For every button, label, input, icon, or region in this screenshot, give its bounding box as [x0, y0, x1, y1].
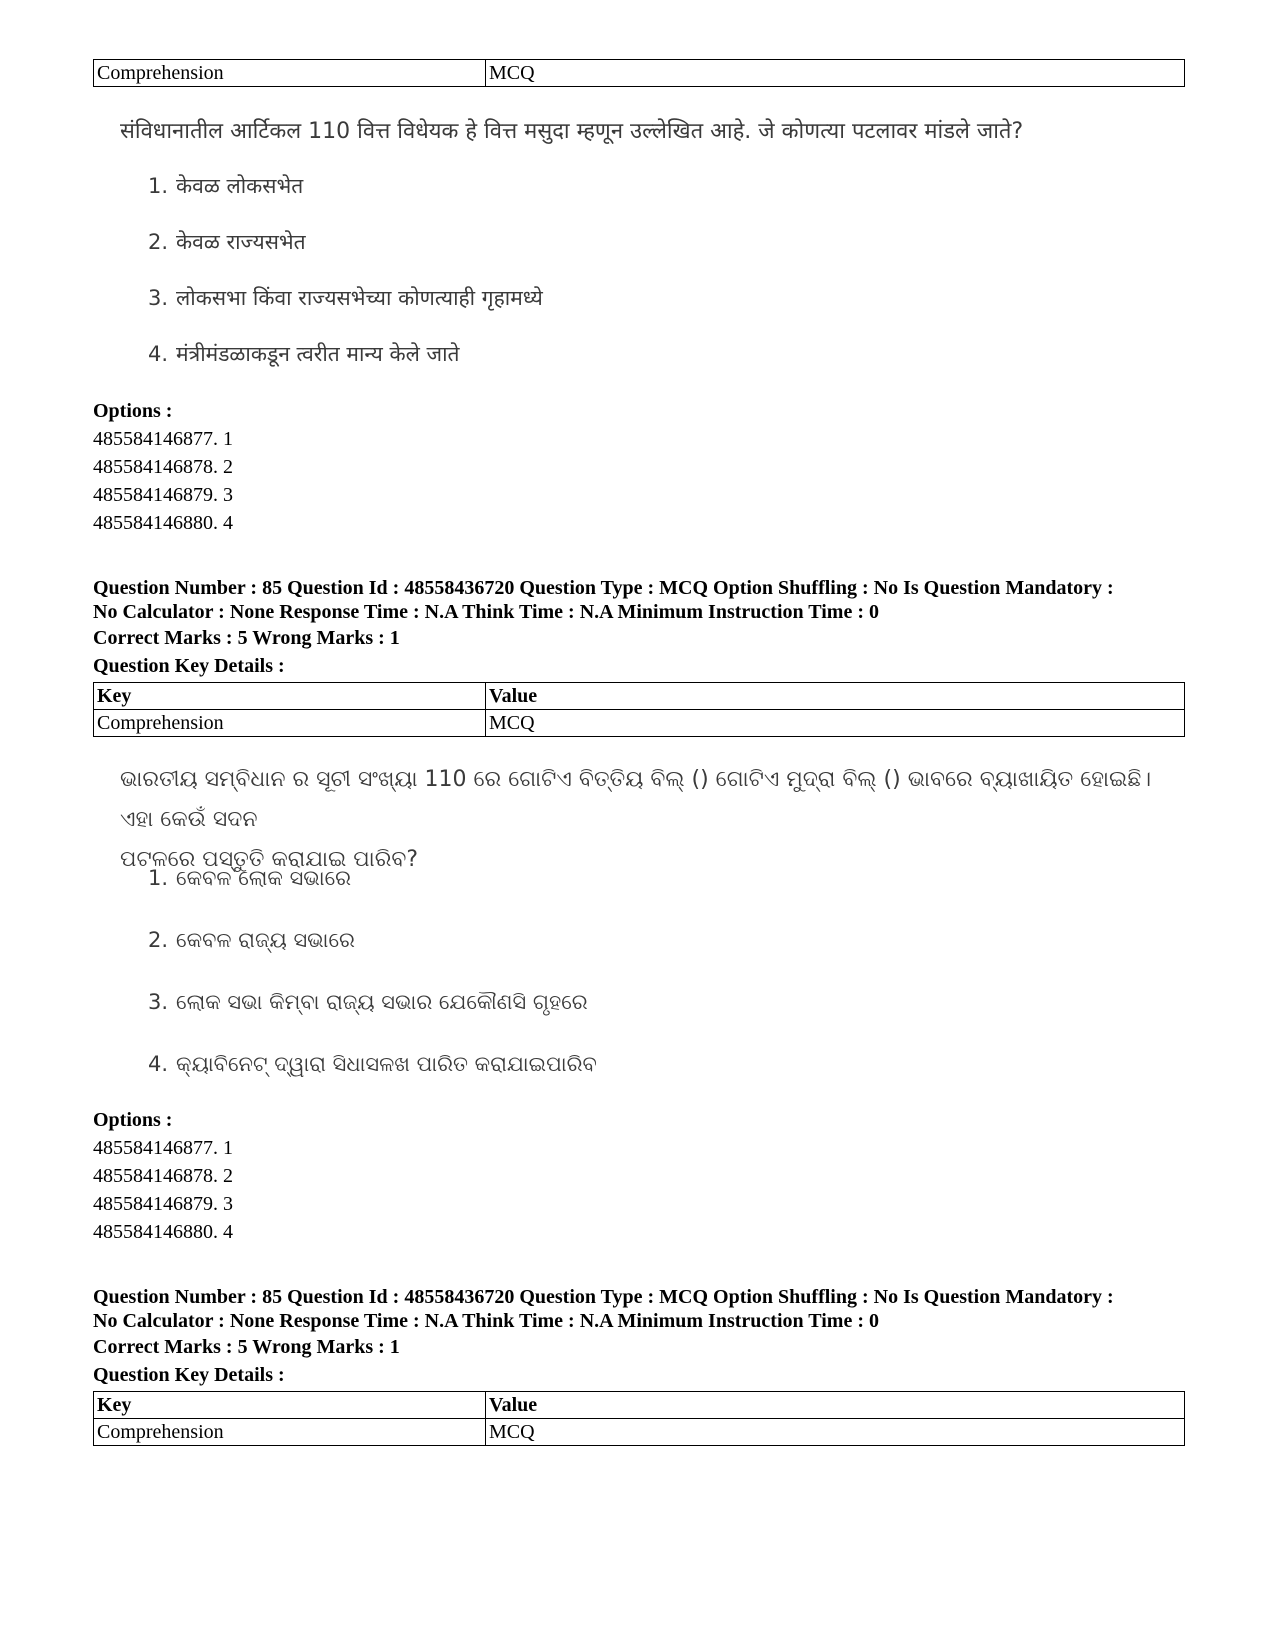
table-row	[94, 1419, 1185, 1446]
option-id: 485584146879. 3	[93, 1193, 233, 1215]
choice-text: मंत्रीमंडळाकडून त्वरीत मान्य केले जाते	[176, 342, 460, 366]
choice-text: लोकसभा किंवा राज्यसभेच्या कोणत्याही गृहामध्ये	[176, 286, 543, 310]
key-value-table	[93, 1391, 1185, 1446]
option-id: 485584146877. 1	[93, 428, 233, 450]
header-key: Key	[94, 1392, 486, 1419]
choice-item	[148, 928, 355, 953]
meta-line: No Calculator : None Response Time : N.A Think Time : N.A Minimum Instruction Time : 0	[93, 1310, 879, 1332]
table-header-row	[94, 1392, 1185, 1419]
choice-text: କେବଳ ଲୋକ ସଭାରେ	[176, 866, 352, 890]
meta-line: Question Number : 85 Question Id : 48558436720 Question Type : MCQ Option Shuffling : No Is Question Mandatory :	[93, 577, 1114, 599]
option-id: 485584146877. 1	[93, 1137, 233, 1159]
choice-number: 3.	[148, 286, 169, 310]
option-id: 485584146878. 2	[93, 456, 233, 478]
option-id: 485584146878. 2	[93, 1165, 233, 1187]
key-value-table	[93, 59, 1185, 87]
header-value: Value	[486, 1392, 1185, 1419]
choice-number: 3.	[148, 990, 169, 1014]
table-row	[94, 60, 1185, 87]
option-id: 485584146879. 3	[93, 484, 233, 506]
choice-item	[148, 228, 306, 256]
option-id: 485584146880. 4	[93, 1221, 233, 1243]
options-label: Options :	[93, 1109, 173, 1131]
question-meta	[93, 1285, 1193, 1333]
value-cell: MCQ	[486, 1419, 1185, 1446]
question-line: ପଟଳରେ ପସ୍ତୁତି କରାଯାଇ ପାରିବ?	[120, 847, 419, 872]
question-meta	[93, 576, 1193, 624]
choice-item	[148, 340, 460, 368]
key-details-label: Question Key Details :	[93, 1364, 285, 1386]
key-value-table	[93, 682, 1185, 737]
choice-text: କ୍ୟାବିନେଟ୍ ଦ୍ୱାରା ସିଧାସଳଖ ପାରିତ କରାଯାଇପାରିବ	[176, 1052, 597, 1076]
question-text-marathi: संविधानातील आर्टिकल 110 वित्त विधेयक हे वित्त मसुदा म्हणून उल्लेखित आहे. जे कोणत्या पटलावर मांडले जाते?	[120, 119, 1024, 144]
choice-item	[148, 1052, 597, 1077]
value-cell: MCQ	[486, 710, 1185, 737]
choice-number: 2.	[148, 928, 169, 952]
key-cell: Comprehension	[94, 60, 486, 87]
key-details-label: Question Key Details :	[93, 655, 285, 677]
header-key: Key	[94, 683, 486, 710]
table-header-row	[94, 683, 1185, 710]
marks-line: Correct Marks : 5 Wrong Marks : 1	[93, 1336, 400, 1358]
choice-number: 4.	[148, 1052, 169, 1076]
choice-number: 1.	[148, 866, 169, 890]
choice-item	[148, 866, 351, 891]
choice-item	[148, 284, 543, 312]
question-line: ଭାରତୀୟ ସମ୍ବିଧାନ ର ସୂଚୀ ସଂଖ୍ୟା 110 ରେ ଗୋଟିଏ ବିତ୍ତିୟ ବିଲ୍ () ଗୋଟିଏ ମୁଦ୍ରା ବିଲ୍ () ଭାବରେ ବ୍ୟାଖାୟିତ ହୋଇଛି। ଏହା କେଉଁ ସଦନ	[120, 767, 1152, 832]
choice-text: କେବଳ ରାଜ୍ୟ ସଭାରେ	[176, 928, 355, 952]
choice-text: केवळ राज्यसभेत	[176, 230, 306, 254]
value-cell: MCQ	[486, 60, 1185, 87]
choice-number: 1.	[148, 174, 169, 198]
table-row	[94, 710, 1185, 737]
choice-item	[148, 990, 588, 1015]
options-label: Options :	[93, 400, 173, 422]
meta-line: Question Number : 85 Question Id : 48558436720 Question Type : MCQ Option Shuffling : No Is Question Mandatory :	[93, 1286, 1114, 1308]
choice-item	[148, 172, 303, 200]
choice-number: 2.	[148, 230, 169, 254]
marks-line: Correct Marks : 5 Wrong Marks : 1	[93, 627, 400, 649]
key-cell: Comprehension	[94, 710, 486, 737]
meta-line: No Calculator : None Response Time : N.A Think Time : N.A Minimum Instruction Time : 0	[93, 601, 879, 623]
option-id: 485584146880. 4	[93, 512, 233, 534]
choice-text: ଲୋକ ସଭା କିମ୍ବା ରାଜ୍ୟ ସଭାର ଯେକୌଣସି ଗୃହରେ	[176, 990, 588, 1014]
header-value: Value	[486, 683, 1185, 710]
key-cell: Comprehension	[94, 1419, 486, 1446]
choice-number: 4.	[148, 342, 169, 366]
choice-text: केवळ लोकसभेत	[176, 174, 304, 198]
question-text-odia	[120, 760, 1180, 880]
